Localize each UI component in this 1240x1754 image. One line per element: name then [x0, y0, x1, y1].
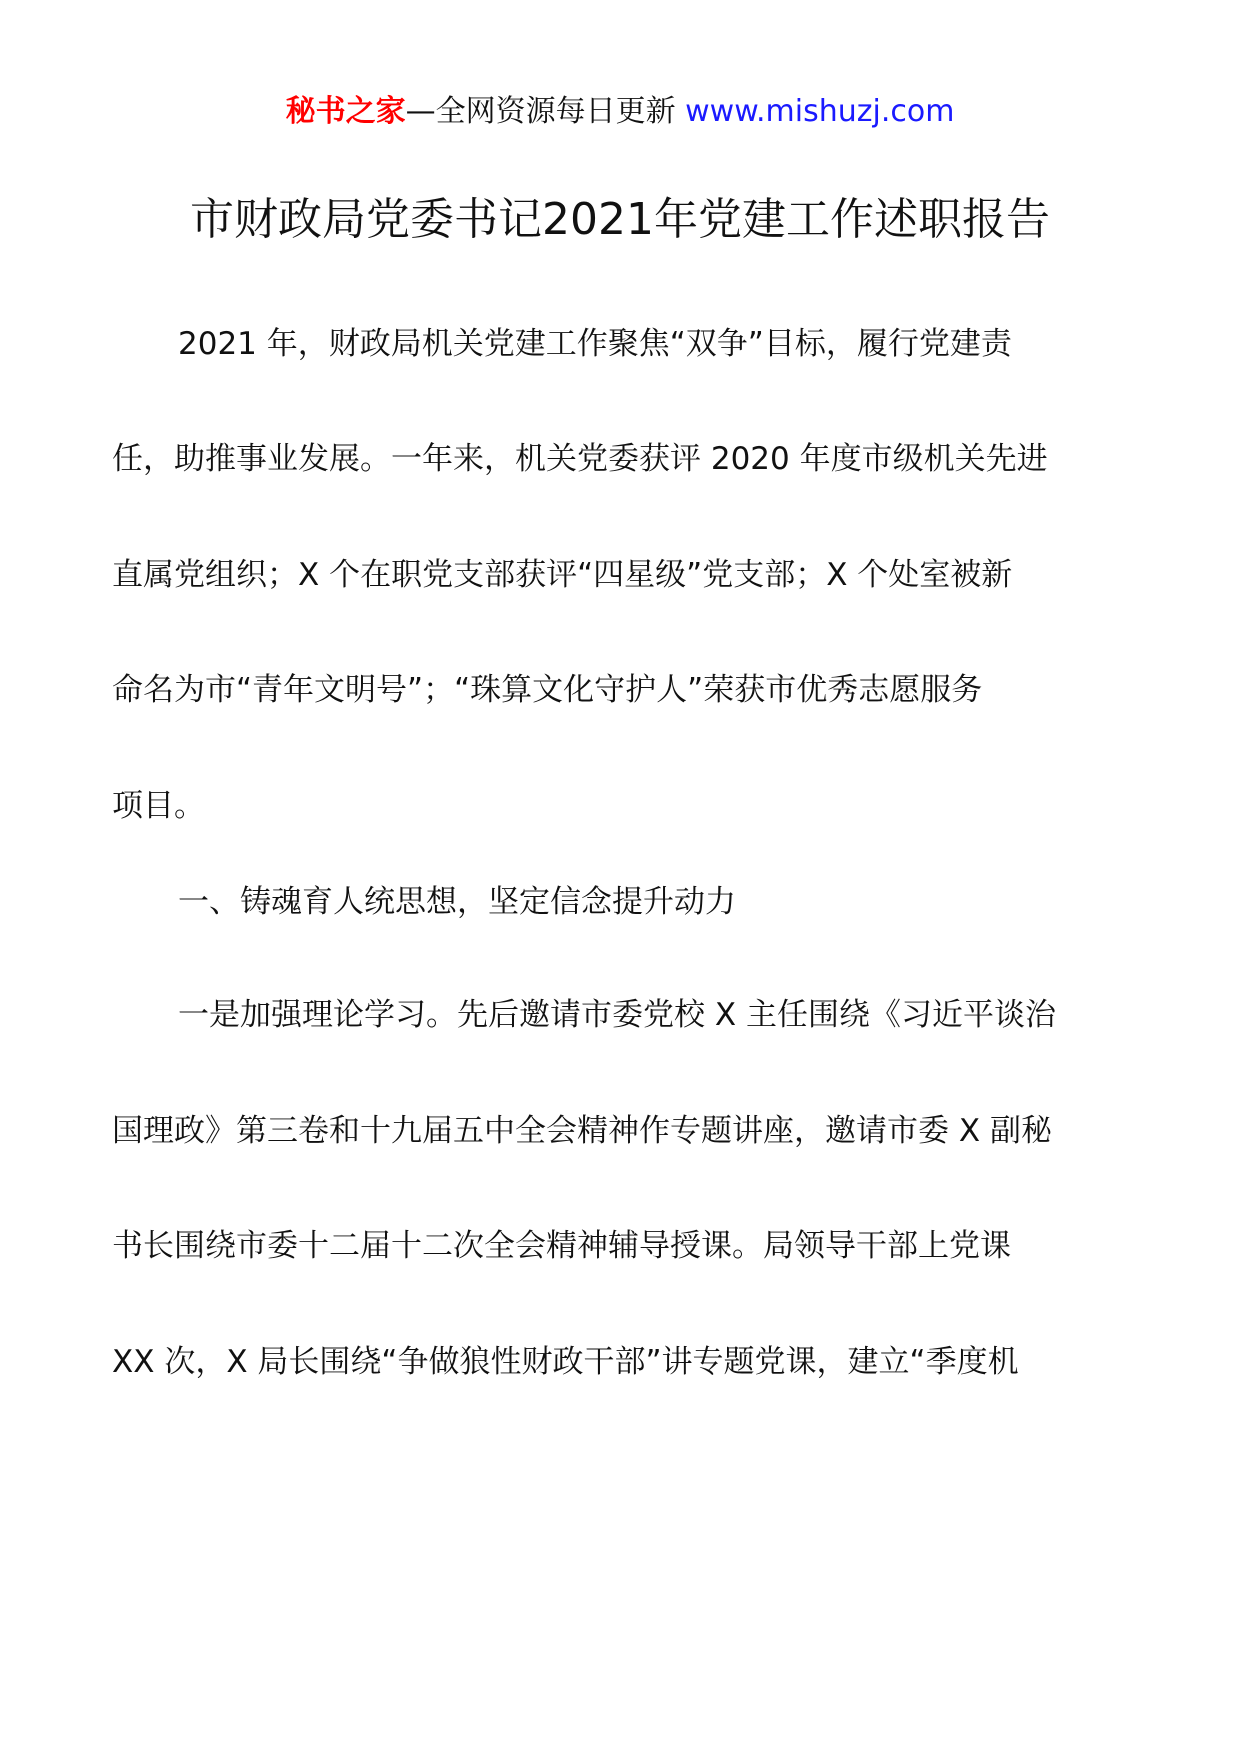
paragraph-line: 项目。 — [112, 788, 205, 824]
document-title: 市财政局党委书记2021年党建工作述职报告 — [190, 194, 1050, 245]
paragraph-line: XX 次，X 局长围绕“争做狼性财政干部”讲专题党课，建立“季度机 — [112, 1344, 1019, 1380]
paragraph-line: 国理政》第三卷和十九届五中全会精神作专题讲座，邀请市委 X 副秘 — [112, 1113, 1052, 1149]
paragraph-line: 一是加强理论学习。先后邀请市委党校 X 主任围绕《习近平谈治 — [178, 997, 1056, 1033]
paragraph-line: 直属党组织；X 个在职党支部获评“四星级”党支部；X 个处室被新 — [112, 557, 1013, 593]
paragraph-line: 书长围绕市委十二届十二次全会精神辅导授课。局领导干部上党课 — [112, 1228, 1011, 1264]
site-tagline: —全网资源每日更新 — [405, 94, 676, 129]
site-url-link[interactable]: www.mishuzj.com — [685, 94, 955, 129]
paragraph-line: 任，助推事业发展。一年来，机关党委获评 2020 年度市级机关先进 — [112, 441, 1048, 477]
paragraph-line: 命名为市“青年文明号”；“珠算文化守护人”荣获市优秀志愿服务 — [112, 672, 983, 708]
paragraph-line: 2021 年，财政局机关党建工作聚焦“双争”目标，履行党建责 — [178, 326, 1012, 362]
site-header — [0, 92, 1240, 132]
site-brand: 秘书之家 — [285, 94, 406, 129]
section-heading: 一、铸魂育人统思想，坚定信念提升动力 — [178, 884, 736, 920]
